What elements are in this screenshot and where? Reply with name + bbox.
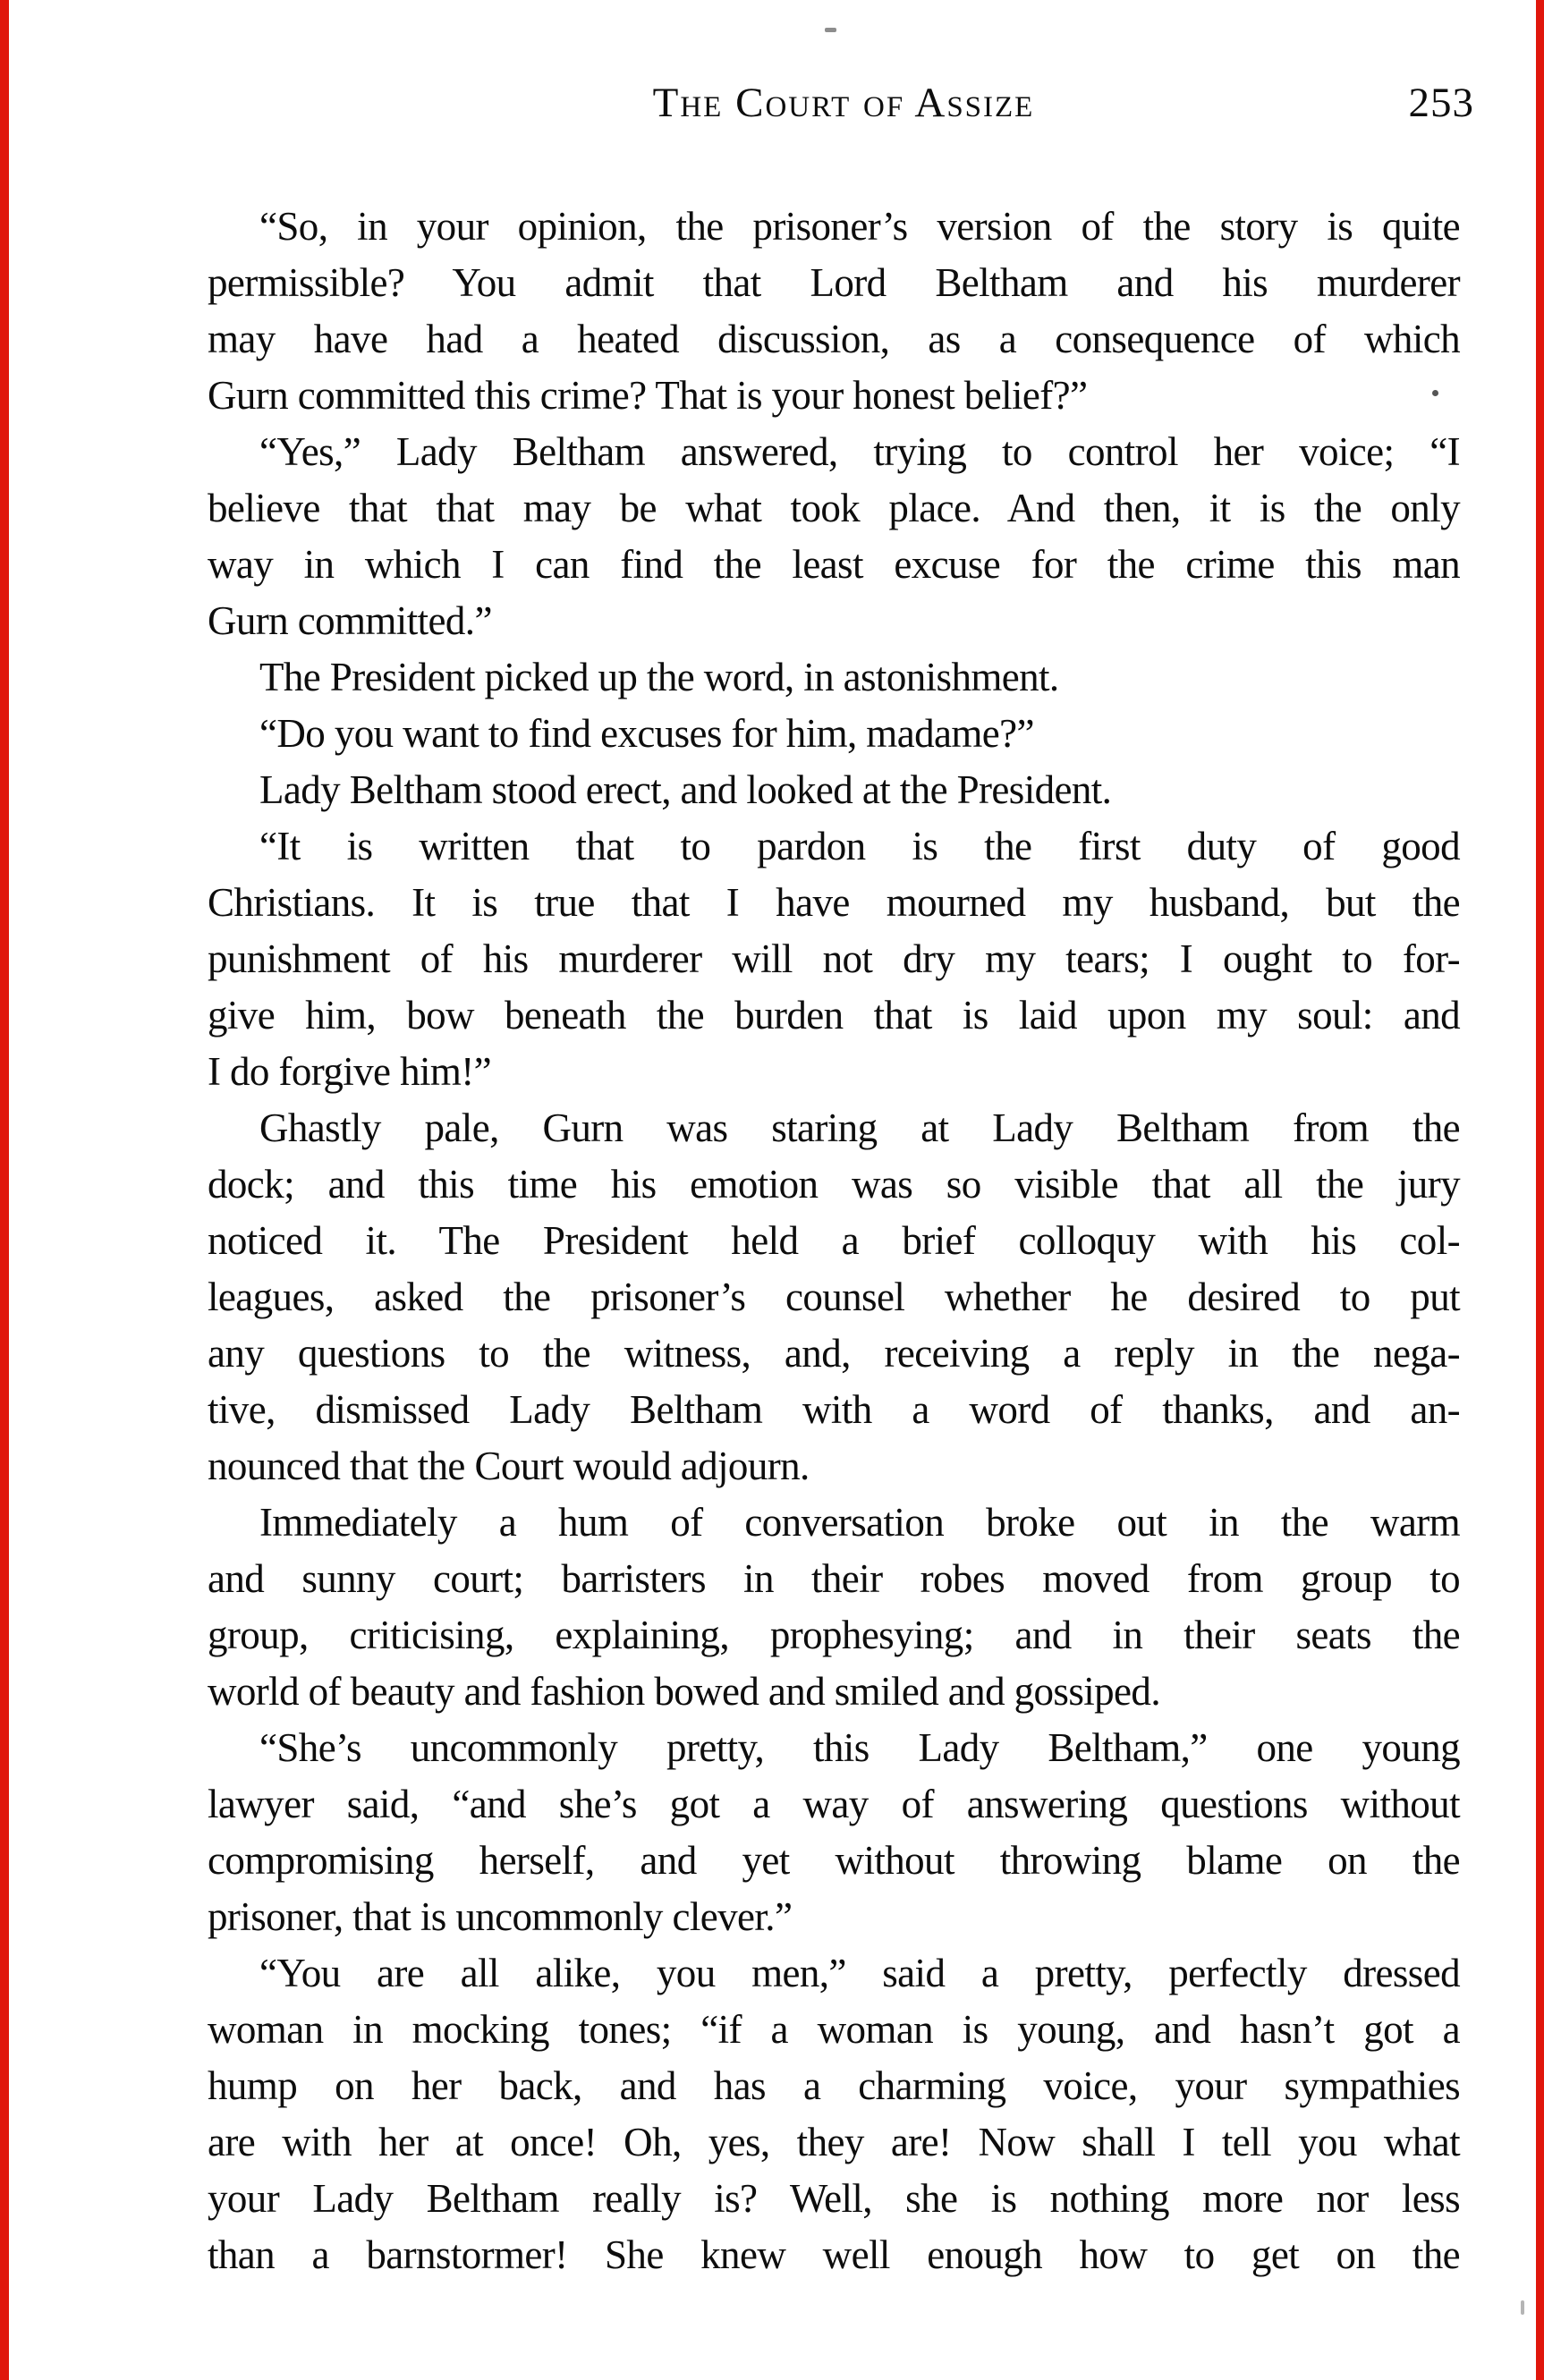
scan-edge-strip-right xyxy=(1536,0,1544,2380)
text-line: tive, dismissed Lady Beltham with a word of thanks, and an- xyxy=(208,1387,1460,1432)
text-line: prisoner, that is uncommonly clever.” xyxy=(208,1894,793,1939)
text-line: noticed it. The President held a brief colloquy with his col- xyxy=(208,1218,1460,1263)
running-header-title: The Court of Assize xyxy=(652,80,1035,126)
text-line: compromising herself, and yet without throwing blame on the xyxy=(208,1838,1460,1883)
text-line: I do forgive him!” xyxy=(208,1049,492,1094)
text-line: nounced that the Court would adjourn. xyxy=(208,1444,810,1488)
text-line: “She’s uncommonly pretty, this Lady Beltham,” one young xyxy=(259,1725,1460,1770)
text-line: world of beauty and fashion bowed and smiled and gossiped. xyxy=(208,1669,1160,1714)
text-line: Immediately a hum of conversation broke out in the warm xyxy=(259,1500,1460,1545)
text-line: “It is written that to pardon is the first duty of good xyxy=(259,824,1460,868)
text-line: permissible? You admit that Lord Beltham and his murderer xyxy=(208,260,1460,305)
text-line: are with her at once! Oh, yes, they are! Now shall I tell you what xyxy=(208,2120,1460,2164)
text-line: than a barnstormer! She knew well enough how to get on the xyxy=(208,2232,1460,2277)
text-line: woman in mocking tones; “if a woman is young, and hasn’t got a xyxy=(208,2007,1460,2052)
text-line: and sunny court; barristers in their robes moved from group to xyxy=(208,1556,1460,1601)
text-line: “So, in your opinion, the prisoner’s version of the story is quite xyxy=(259,204,1460,249)
text-line: Christians. It is true that I have mourned my husband, but the xyxy=(208,880,1460,925)
text-line: dock; and this time his emotion was so visible that all the jury xyxy=(208,1162,1460,1207)
text-line: believe that that may be what took place. And then, it is the only xyxy=(208,486,1460,530)
text-line: “You are all alike, you men,” said a pretty, perfectly dressed xyxy=(259,1951,1460,1995)
text-line: Ghastly pale, Gurn was staring at Lady Beltham from the xyxy=(259,1105,1460,1150)
text-line: group, criticising, explaining, prophesying; and in their seats the xyxy=(208,1613,1460,1657)
text-line: Lady Beltham stood erect, and looked at the President. xyxy=(259,767,1112,812)
scan-edge-strip-left xyxy=(0,0,9,2380)
text-line: way in which I can find the least excuse for the crime this man xyxy=(208,542,1460,587)
text-line: Gurn committed.” xyxy=(208,598,492,643)
scan-artifact-top-dash xyxy=(825,28,836,32)
text-line: lawyer said, “and she’s got a way of answering questions without xyxy=(208,1782,1460,1826)
text-line: your Lady Beltham really is? Well, she is nothing more nor less xyxy=(208,2176,1460,2221)
text-line: Gurn committed this crime? That is your honest belief?” xyxy=(208,373,1088,418)
text-line: give him, bow beneath the burden that is laid upon my soul: and xyxy=(208,993,1460,1038)
text-line: may have had a heated discussion, as a consequence of which xyxy=(208,317,1460,361)
text-line: leagues, asked the prisoner’s counsel whether he desired to put xyxy=(208,1275,1460,1319)
page-number: 253 xyxy=(1408,80,1474,126)
text-line: hump on her back, and has a charming voice, your sympathies xyxy=(208,2063,1460,2108)
text-line: any questions to the witness, and, receiving a reply in the nega- xyxy=(208,1331,1460,1376)
page-body xyxy=(208,199,1460,2283)
text-line: “Yes,” Lady Beltham answered, trying to control her voice; “I xyxy=(259,429,1460,474)
scan-artifact-bottom-right xyxy=(1521,2300,1524,2315)
text-line: punishment of his murderer will not dry my tears; I ought to for- xyxy=(208,936,1460,981)
text-line: “Do you want to find excuses for him, madame?” xyxy=(259,711,1034,756)
text-line: The President picked up the word, in astonishment. xyxy=(259,655,1059,699)
